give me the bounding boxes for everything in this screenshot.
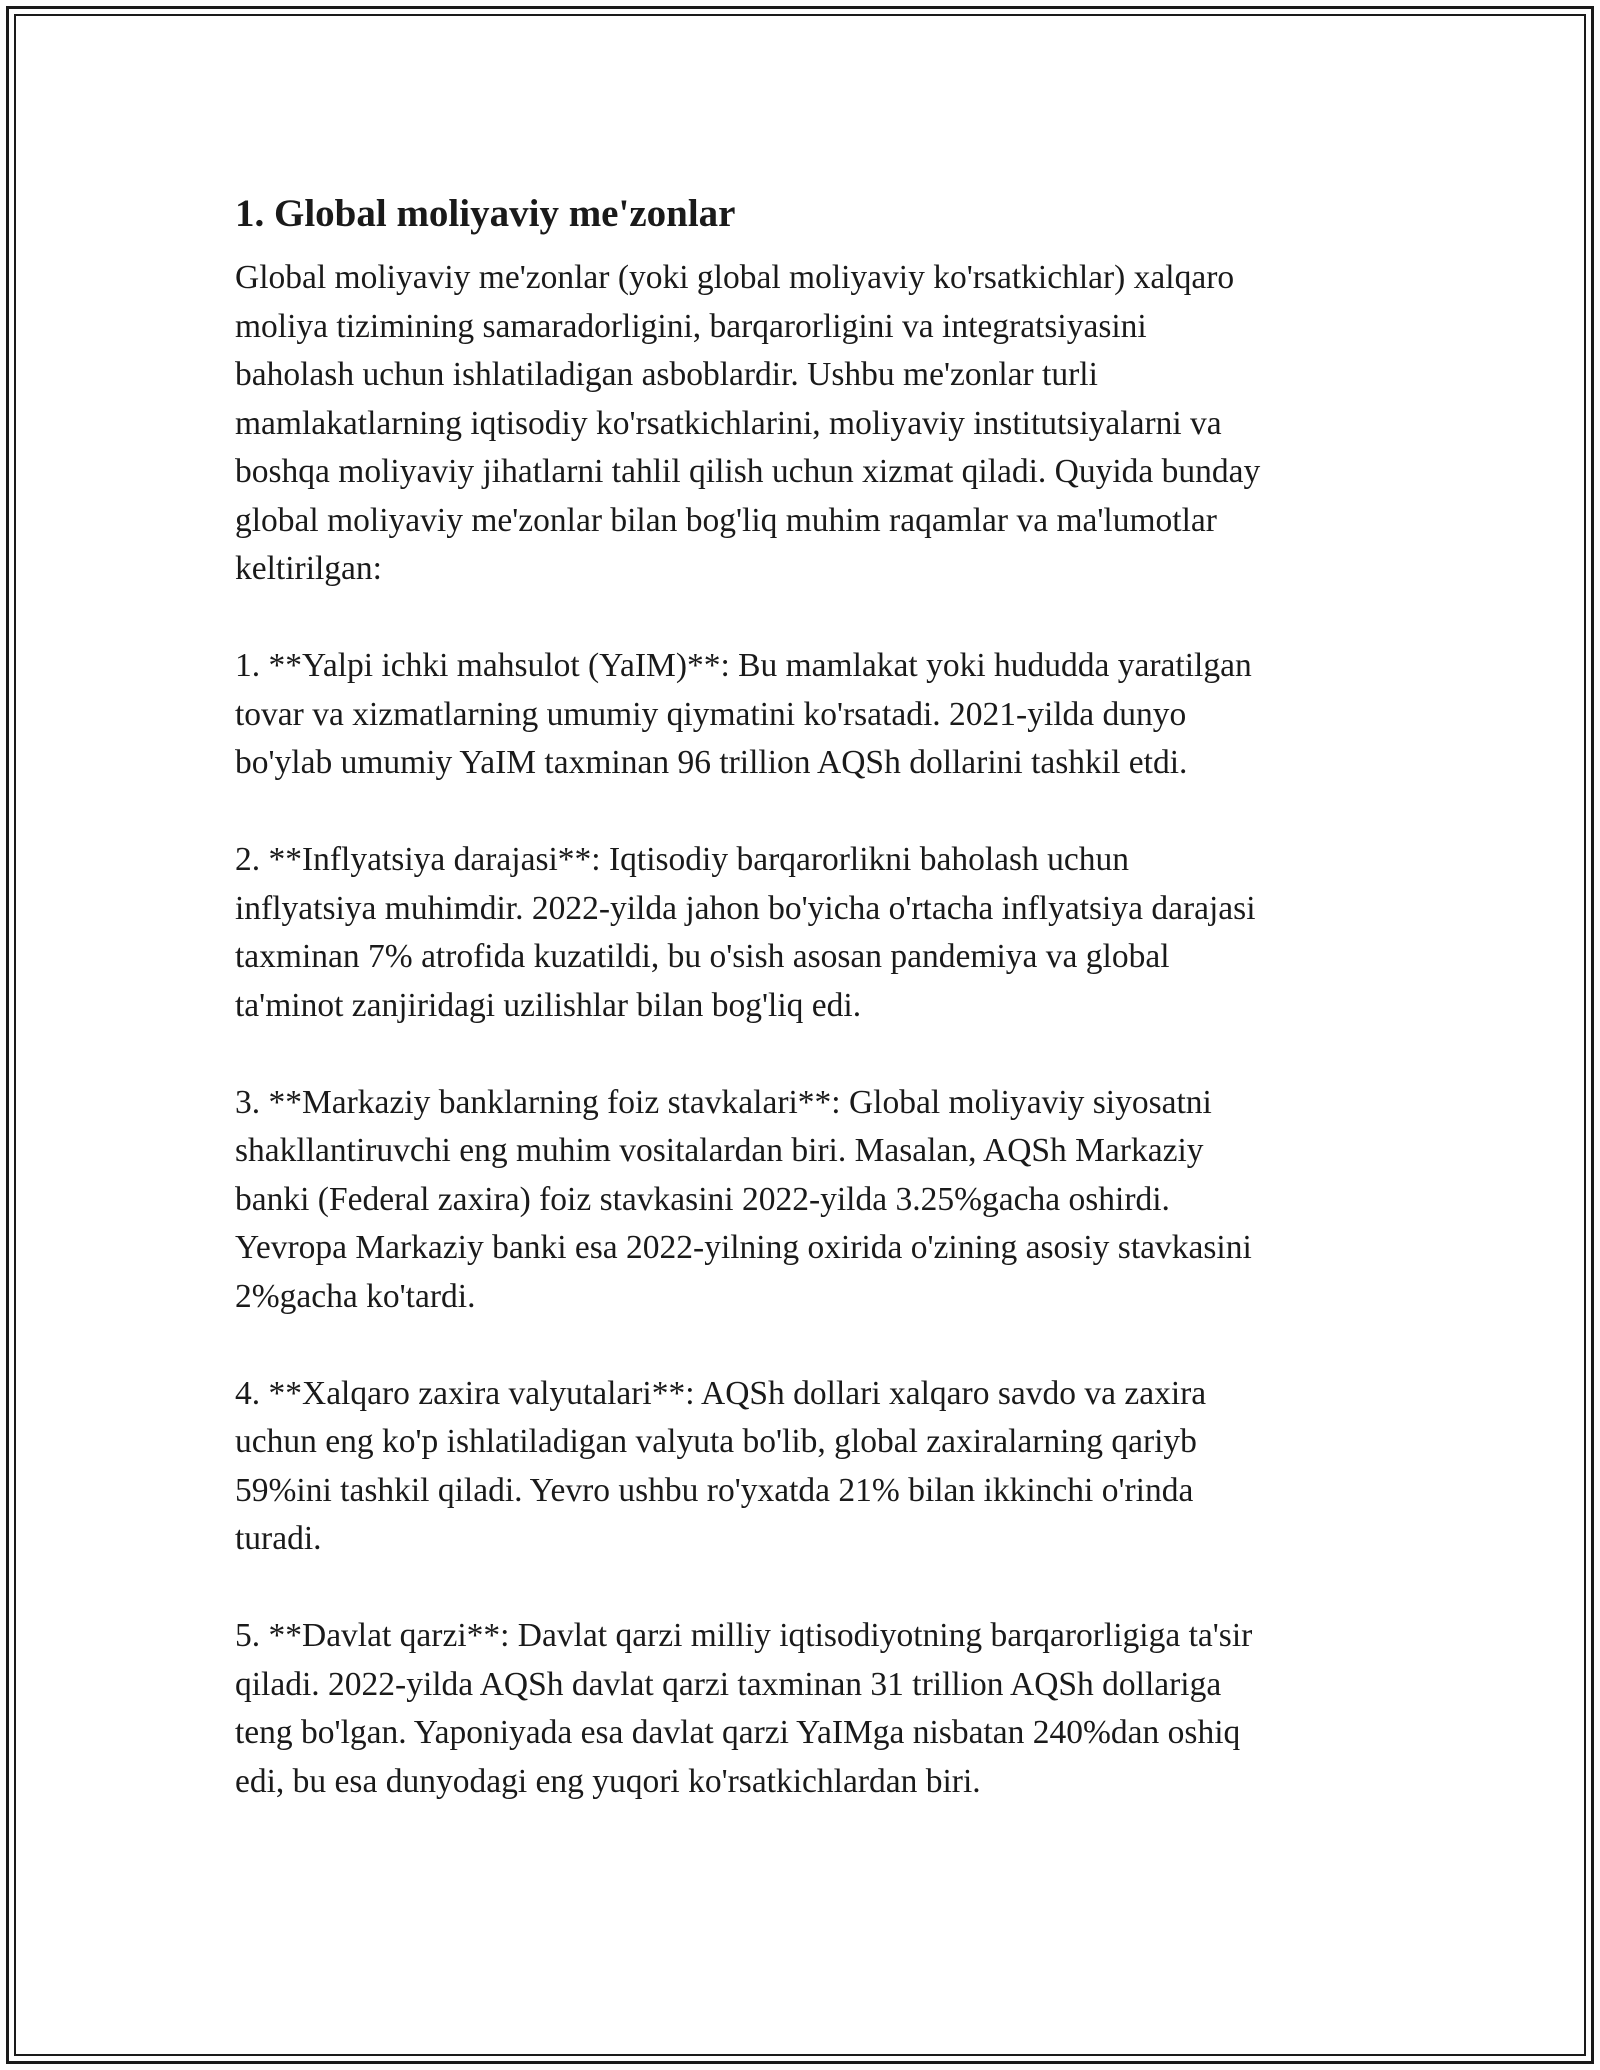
section-heading: 1. Global moliyaviy me'zonlar bbox=[235, 192, 736, 235]
list-item-reserve-currencies: 4. **Xalqaro zaxira valyutalari**: AQSh dollari xalqaro savdo va zaxira uchun eng ko'p ishlatiladigan valyuta bo'lib, global zaxiralarning qariyb 59%ini tashkil qiladi. Yevro ushbu ro'yxatda 21% bilan ikkinchi o'rinda turadi. bbox=[235, 1374, 1207, 1557]
document-body bbox=[235, 186, 1375, 1855]
list-item-gdp: 1. **Yalpi ichki mahsulot (YaIM)**: Bu mamlakat yoki hududda yaratilgan tovar va xizmatlarning umumiy qiymatini ko'rsatadi. 2021-yilda dunyo bo'ylab umumiy YaIM taxminan 96 trillion AQSh dollarini tashkil etdi. bbox=[235, 647, 1252, 781]
list-item-public-debt: 5. **Davlat qarzi**: Davlat qarzi milliy iqtisodiyotning barqarorligiga ta'sir qiladi. 2022-yilda AQSh davlat qarzi taxminan 31 trillion AQSh dollariga teng bo'lgan. Yaponiyada esa davlat qarzi YaIMga nisbatan 240%dan oshiq edi, bu esa dunyodagi eng yuqori ko'rsatkichlardan biri. bbox=[235, 1617, 1253, 1800]
list-item-interest-rates: 3. **Markaziy banklarning foiz stavkalari**: Global moliyaviy siyosatni shakllantiruvchi eng muhim vositalardan biri. Masalan, AQSh Markaziy banki (Federal zaxira) foiz stavkasini 2022-yilda 3.25%gacha oshirdi. Yevropa Markaziy banki esa 2022-yilning oxirida o'zining asosiy stavkasini 2%gacha ko'tardi. bbox=[235, 1083, 1252, 1315]
intro-paragraph: Global moliyaviy me'zonlar (yoki global moliyaviy ko'rsatkichlar) xalqaro moliya tizimining samaradorligini, barqarorligini va integratsiyasini baholash uchun ishlatiladigan asboblardir. Ushbu me'zonlar turli mamlakatlarning iqtisodiy ko'rsatkichlarini, moliyaviy institutsiyalarni va boshqa moliyaviy jihatlarni tahlil qilish uchun xizmat qiladi. Quyida bunday global moliyaviy me'zonlar bilan bog'liq muhim raqamlar va ma'lumotlar keltirilgan: bbox=[235, 259, 1261, 587]
list-item-inflation: 2. **Inflyatsiya darajasi**: Iqtisodiy barqarorlikni baholash uchun inflyatsiya muhimdir. 2022-yilda jahon bo'yicha o'rtacha inflyatsiya darajasi taxminan 7% atrofida kuzatildi, bu o'sish asosan pandemiya va global ta'minot zanjiridagi uzilishlar bilan bog'liq edi. bbox=[235, 841, 1256, 1024]
